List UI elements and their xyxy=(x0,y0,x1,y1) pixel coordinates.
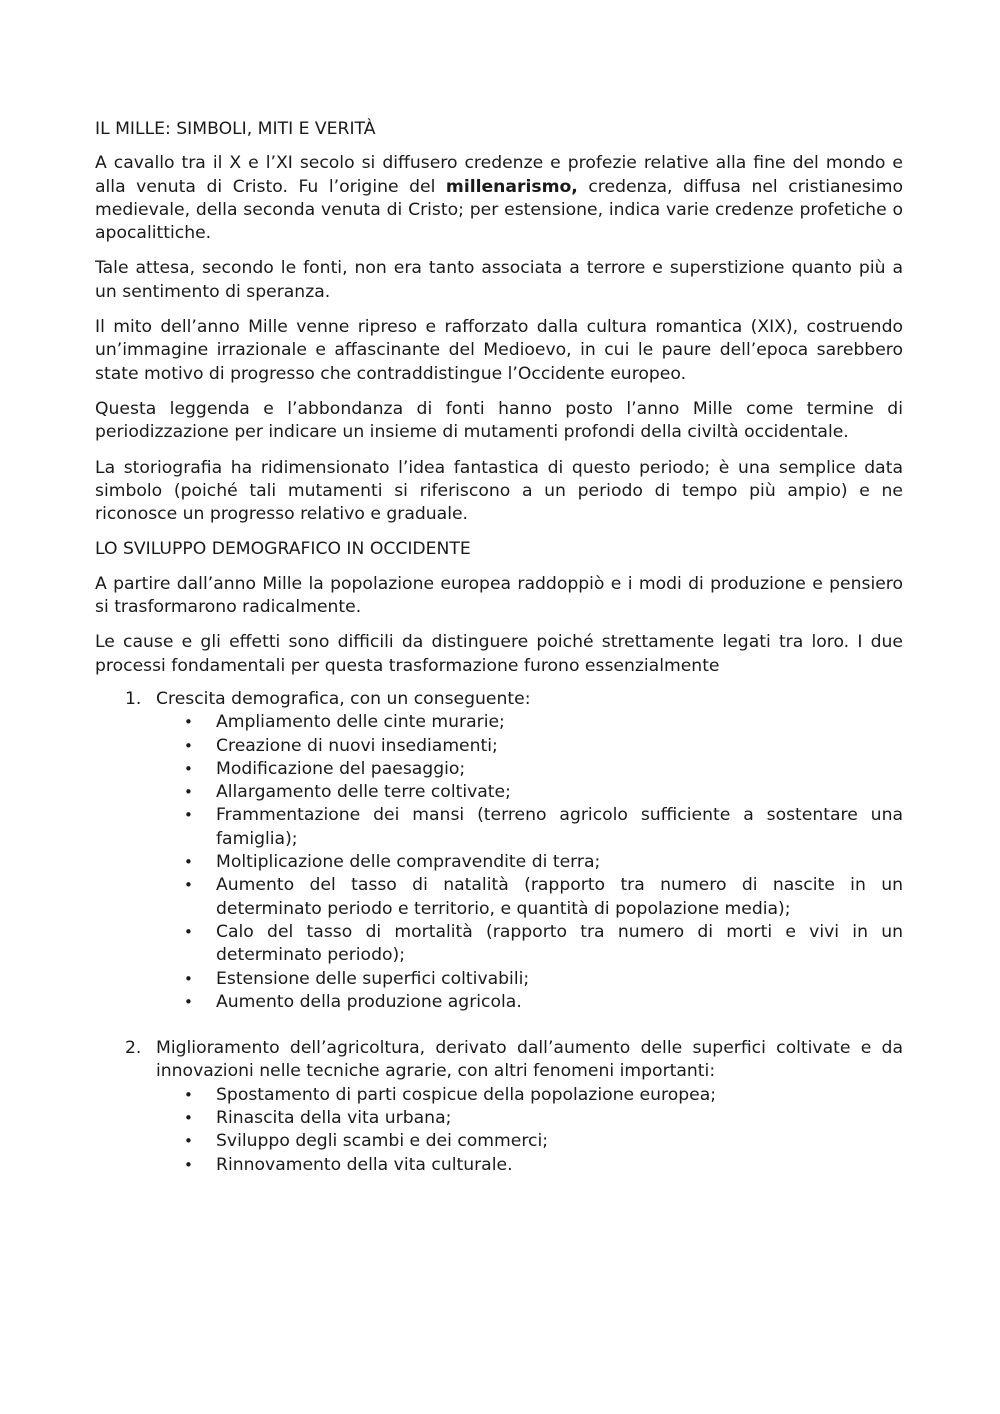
bullet-icon: • xyxy=(184,759,193,778)
bold-term-millenarismo: millenarismo, xyxy=(445,176,578,197)
bullet-text: Modificazione del paesaggio; xyxy=(216,758,466,779)
bullet-text: Spostamento di parti cospicue della popolazione europea; xyxy=(216,1084,717,1105)
bullet-text: Aumento del tasso di natalità (rapporto tra numero di nascite in un determinato periodo e territorio, e quantità di popolazione media); xyxy=(216,875,903,919)
bullet-text: Rinnovamento della vita culturale. xyxy=(216,1154,513,1175)
paragraph-storiografia: La storiografia ha ridimensionato l’idea fantastica di questo periodo; è una semplice data simbolo (poiché tali mutamenti si riferiscono a un periodo di tempo più ampio) e ne riconosce un progresso relativo e graduale. xyxy=(95,457,903,525)
bullet-item xyxy=(156,1130,903,1153)
bullet-icon: • xyxy=(184,853,193,872)
bullet-item xyxy=(156,735,903,758)
bullet-text: Ampliamento delle cinte murarie; xyxy=(216,712,505,733)
bullet-text: Calo del tasso di mortalità (rapporto tra numero di morti e vivi in un determinato periodo); xyxy=(216,921,903,966)
bullet-text: Aumento della produzione agricola. xyxy=(216,991,522,1012)
bullet-item xyxy=(156,851,903,874)
bullet-item xyxy=(156,781,903,804)
list-number: 1. xyxy=(125,688,142,709)
document-page xyxy=(95,118,903,1177)
list-item-agricoltura xyxy=(95,1037,903,1177)
paragraph-cause: Le cause e gli effetti sono difficili da distinguere poiché strettamente legati tra loro. I due processi fondamentali per questa trasformazione furono essenzialmente xyxy=(95,632,903,676)
bullet-list xyxy=(156,1084,903,1177)
list-item-crescita xyxy=(95,688,903,1014)
bullet-item xyxy=(156,804,903,851)
bullet-list xyxy=(156,711,903,1014)
section-heading-sviluppo: LO SVILUPPO DEMOGRAFICO IN OCCIDENTE xyxy=(95,539,471,560)
list-item-text: Crescita demografica, con un conseguente: xyxy=(156,688,531,709)
bullet-text: Frammentazione dei mansi (terreno agricolo sufficiente a sostentare una famiglia); xyxy=(216,805,903,849)
bullet-item xyxy=(156,921,903,968)
bullet-icon: • xyxy=(184,783,193,802)
paragraph-popolazione: A partire dall’anno Mille la popolazione europea raddoppiò e i modi di produzione e pensiero si trasformarono radicalmente. xyxy=(95,573,903,618)
bullet-icon: • xyxy=(184,736,193,755)
paragraph-millenarismo xyxy=(95,152,903,245)
bullet-item xyxy=(156,991,903,1014)
bullet-text: Rinascita della vita urbana; xyxy=(216,1107,452,1128)
bullet-item xyxy=(156,1154,903,1177)
list-number: 2. xyxy=(125,1038,142,1059)
paragraph-mito: Il mito dell’anno Mille venne ripreso e rafforzato dalla cultura romantica (XIX), costruendo un’immagine irrazionale e affascinante del Medioevo, in cui le paure dell’epoca sarebbero state motivo di progresso che contraddistingue l’Occidente europeo. xyxy=(95,317,903,384)
bullet-icon: • xyxy=(184,876,193,895)
bullet-item xyxy=(156,758,903,781)
bullet-icon: • xyxy=(184,992,193,1011)
bullet-text: Creazione di nuovi insediamenti; xyxy=(216,735,498,756)
bullet-text: Sviluppo degli scambi e dei commerci; xyxy=(216,1131,549,1152)
bullet-item xyxy=(156,711,903,734)
bullet-icon: • xyxy=(184,969,193,988)
bullet-icon: • xyxy=(184,922,193,941)
list-item-text: Miglioramento dell’agricoltura, derivato dall’aumento delle superfici coltivate e da innovazioni nelle tecniche agrarie, con altri fenomeni importanti: xyxy=(156,1038,903,1082)
bullet-item xyxy=(156,1107,903,1130)
bullet-text: Allargamento delle terre coltivate; xyxy=(216,782,511,803)
bullet-icon: • xyxy=(184,713,193,732)
paragraph-attesa: Tale attesa, secondo le fonti, non era tanto associata a terrore e superstizione quanto più a un sentimento di speranza. xyxy=(95,258,903,302)
bullet-icon: • xyxy=(184,1108,193,1127)
paragraph-text: A cavallo tra il X e l’XI secolo si diffusero credenze e profezie relative alla fine del mondo e alla venuta di Cristo. Fu l’origine del xyxy=(95,153,903,197)
numbered-list xyxy=(95,688,903,1177)
bullet-icon: • xyxy=(184,1132,193,1151)
bullet-icon: • xyxy=(184,806,193,825)
paragraph-leggenda: Questa leggenda e l’abbondanza di fonti hanno posto l’anno Mille come termine di periodizzazione per indicare un insieme di mutamenti profondi della civiltà occidentale. xyxy=(95,398,903,443)
bullet-text: Estensione delle superfici coltivabili; xyxy=(216,968,530,989)
bullet-icon: • xyxy=(184,1085,193,1104)
section-heading-mille: IL MILLE: SIMBOLI, MITI E VERITÀ xyxy=(95,119,376,139)
bullet-item xyxy=(156,874,903,921)
bullet-icon: • xyxy=(184,1155,193,1174)
paragraph-text: credenza, diffusa nel cristianesimo medievale, della seconda venuta di Cristo; per estensione, indica varie credenze profetiche o apocalittiche. xyxy=(95,176,903,244)
bullet-text: Moltiplicazione delle compravendite di terra; xyxy=(216,852,601,873)
bullet-item xyxy=(156,1084,903,1107)
bullet-item xyxy=(156,968,903,991)
